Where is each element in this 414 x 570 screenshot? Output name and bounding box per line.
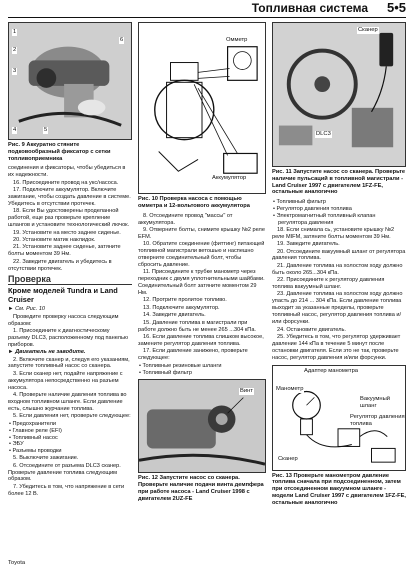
scanner-dlc3-illustration	[273, 23, 405, 166]
paragraph: 23. Давление топлива на холостом ходу должно упасть до 214 ... 304 кПа. Если давление топлива выходит за указанные пределы, проверьте топливный насос, регулятор давления топлива и/или форсунки.	[272, 291, 403, 326]
paragraph: 9. Отверните болты, снимите крышку №2 реле EFM.	[138, 226, 265, 240]
paragraph: 6. Отсоедините от разъема DLC3 сканер. Проверьте давление топлива следующим образом.	[8, 462, 121, 483]
check-list	[8, 421, 132, 456]
paragraph: 25. Убедитесь в том, что регулятор удерживает давление 144 кПа в течение 5 минут после остановки двигателя. Если это не так, проверьте насос, регулятор давления и/или форсунки.	[272, 333, 401, 361]
paragraph: 20. Установите матик наклидок.	[13, 236, 96, 243]
page-number: 5•5	[386, 0, 406, 15]
paragraph: 14. Заведите двигатель.	[143, 312, 206, 319]
figure-9-photo	[8, 22, 132, 140]
paragraph: 4. Проверьте наличие давления топлива во входном топливном шланге. Если давление есть, слышно журчание топлива.	[8, 392, 127, 412]
paragraph: 13. Подключите аккумулятор.	[143, 304, 220, 311]
paragraph: 20. Отсоедините вакуумный шланг от регулятора давления топлива.	[272, 248, 406, 262]
list-item: • Топливный фильтр	[273, 199, 326, 206]
paragraph: 17. Если давление занижено, проверьте следующее:	[138, 348, 248, 362]
list-item: • Топливные резиновые шланги	[139, 362, 222, 369]
list-item: • Электромагнитный топливный клапан регулятора давления	[273, 213, 376, 226]
paragraph: 24. Остановите двигатель.	[277, 326, 346, 333]
screw-label: Винт	[240, 388, 253, 395]
paragraph: 10. Обратите соединение (фиттинг) питающей топливной магистрали ветошью и наспешно отверните соединительный болт, чтобы сбросить давление.	[138, 241, 265, 268]
page-header	[0, 0, 414, 20]
paragraph: 17. Подключите аккумулятор. Включите зажигание, чтобы создать давление в системе. Убедитесь в отсутствии протечек.	[8, 187, 131, 207]
list-item: • ЭБУ	[9, 441, 24, 448]
list-item: • Предохранители	[9, 420, 56, 427]
figure-11-caption: Рис. 11 Запустите насос со сканера. Проверьте наличие пульсаций в топливной магистрали - Land Cruiser 1997 с двигателем 1FZ-FE, остальные аналогично	[272, 169, 406, 196]
paragraph: 18. Если снимала сь, установите крышку №2 реле MIFM, затяните болты моментом 39 Нм.	[272, 226, 395, 240]
paragraph: соединения и фиксаторы, чтобы убедиться в их надежности.	[8, 165, 126, 179]
paragraph: 21. Давление топлива на холостом ходу должно быть около 265...304 кПа.	[272, 262, 403, 276]
paragraph: 16. Присоедините провод на укс/насоса.	[13, 179, 119, 186]
paragraph: 19. Заведите двигатель.	[277, 241, 340, 248]
paragraph: 5. Если давления нет, проверьте следующее:	[13, 413, 131, 420]
figure-13-diagram	[272, 365, 406, 471]
battery-label: Аккумулятор	[212, 175, 247, 181]
pump-test-wiring-diagram	[139, 23, 265, 193]
paragraph: 21. Установите заднее сиденье, затяните болты моментом 39 Нм.	[8, 244, 121, 258]
figure-12-photo	[138, 379, 266, 473]
figure-reference: ► См. Рис. 10	[8, 306, 46, 313]
figure-9-caption: Рис. 9 Аккуратно стяните подковообразный фиксатор с сетки топливоприемника	[8, 142, 111, 162]
paragraph: 11. Присоедините к трубке манометр через переходник с двумя уплотнительными шайбами. Соединительный болт затяните моментом 29 Нм.	[138, 269, 265, 297]
paragraph: 7. Убедитесь в том, что напряжение в сети более 12 В.	[8, 483, 125, 497]
figure-10-caption: Рис. 10 Проверка насоса с помощью омметра и 12-вольтового аккумулятора	[138, 196, 250, 209]
pressure-regulator-label: Регулятор давления топлива	[349, 414, 406, 428]
list-item: • Топливный насос	[9, 434, 58, 441]
paragraph: 22. Присоедините к регулятору давления топлива вакуумный шланг.	[272, 277, 385, 291]
ohmmeter-label: Омметр	[226, 37, 248, 43]
paragraph: 16. Если давление топлива слишком высокое, замените регулятор давления топлива.	[138, 334, 264, 347]
list-item: • Регулятор давления топлива	[273, 206, 352, 213]
list-item: • Разъемы проводки	[9, 448, 62, 455]
paragraph: 22. Заведите двигатель и убедитесь в отсутствии протечек.	[8, 258, 112, 272]
paragraph: 3. Если сканер нет, подайте напряжение с аккумулятора непосредственно на разъем насоса.	[8, 370, 123, 391]
paragraph: 5. Выключите зажигание.	[13, 455, 79, 462]
figure-11-photo	[272, 22, 406, 167]
column-3	[272, 22, 406, 510]
paragraph: 1. Присоедините к диагностическому разъему DLC3, расположенному под панелью приборов.	[8, 327, 129, 348]
gauge-label: Манометр	[276, 385, 304, 392]
scanner-label-2: Сканер	[278, 455, 298, 462]
footer-brand: Toyota	[8, 560, 26, 566]
paragraph: 15. Давление топлива в магистрали при работе должно быть не менее 265 ...304 кПа.	[138, 319, 256, 333]
callout-6: 6	[120, 37, 124, 43]
callout-5: 5	[44, 127, 48, 133]
callout-2: 2	[13, 47, 17, 53]
figure-13-caption: Рис. 13 Проверьте манометром давление топлива сначала при подсоединенном, затем при отсоединенном вакуумном шланге - модели Land Cruiser 1997 с двигателем 1FZ-FE, остальные аналогично	[272, 472, 406, 506]
paragraph: 8. Отсоедините провод "массы" от аккумулятора.	[138, 212, 233, 226]
column-1	[8, 22, 132, 498]
figure-10-diagram	[138, 22, 266, 194]
paragraph: 12. Протрите пролитое топливо.	[143, 297, 227, 304]
scanner-label: Сканер	[358, 27, 378, 33]
section-title: Топливная система	[251, 1, 368, 15]
section-subheading: Кроме моделей Tundra и Land Cruiser	[8, 286, 118, 304]
list-item: • Топливный фильтр	[139, 369, 192, 376]
list-item: • Главное реле (EFI)	[9, 427, 62, 434]
callout-1: 1	[13, 29, 17, 35]
paragraph: 2. Включите сканер и, следуя его указаниям, запустите топливный насос со сканера.	[8, 356, 130, 370]
paragraph: 18. Если Вы удостоверены проделанной работой, еще раз проверьте крепление шлангов и установите технологический лючок.	[8, 208, 130, 229]
dlc3-label: DLC3	[316, 131, 331, 137]
gauge-adapter-label: Адаптер манометра	[304, 367, 359, 374]
fuel-pump-illustration	[9, 23, 131, 139]
header-rule	[8, 17, 406, 18]
callout-3: 3	[13, 68, 17, 74]
callout-4: 4	[13, 127, 17, 133]
engine-warning: ► Двигатель не заводите.	[8, 349, 86, 356]
column-2	[138, 22, 266, 506]
vacuum-hose-label: Вакуумный шланг	[359, 396, 405, 410]
paragraph: 19. Установите на место заднее сиденье.	[13, 229, 121, 236]
section-heading: Проверка	[8, 276, 132, 285]
paragraph: Проведите проверку насоса следующим образом:	[8, 313, 119, 327]
figure-12-caption: Рис. 12 Запустите насос со сканера. Проверьте наличие подачи винта демпфера при работе насоса - Land Cruiser 1998 с двигателем 2UZ-FE	[138, 475, 264, 502]
